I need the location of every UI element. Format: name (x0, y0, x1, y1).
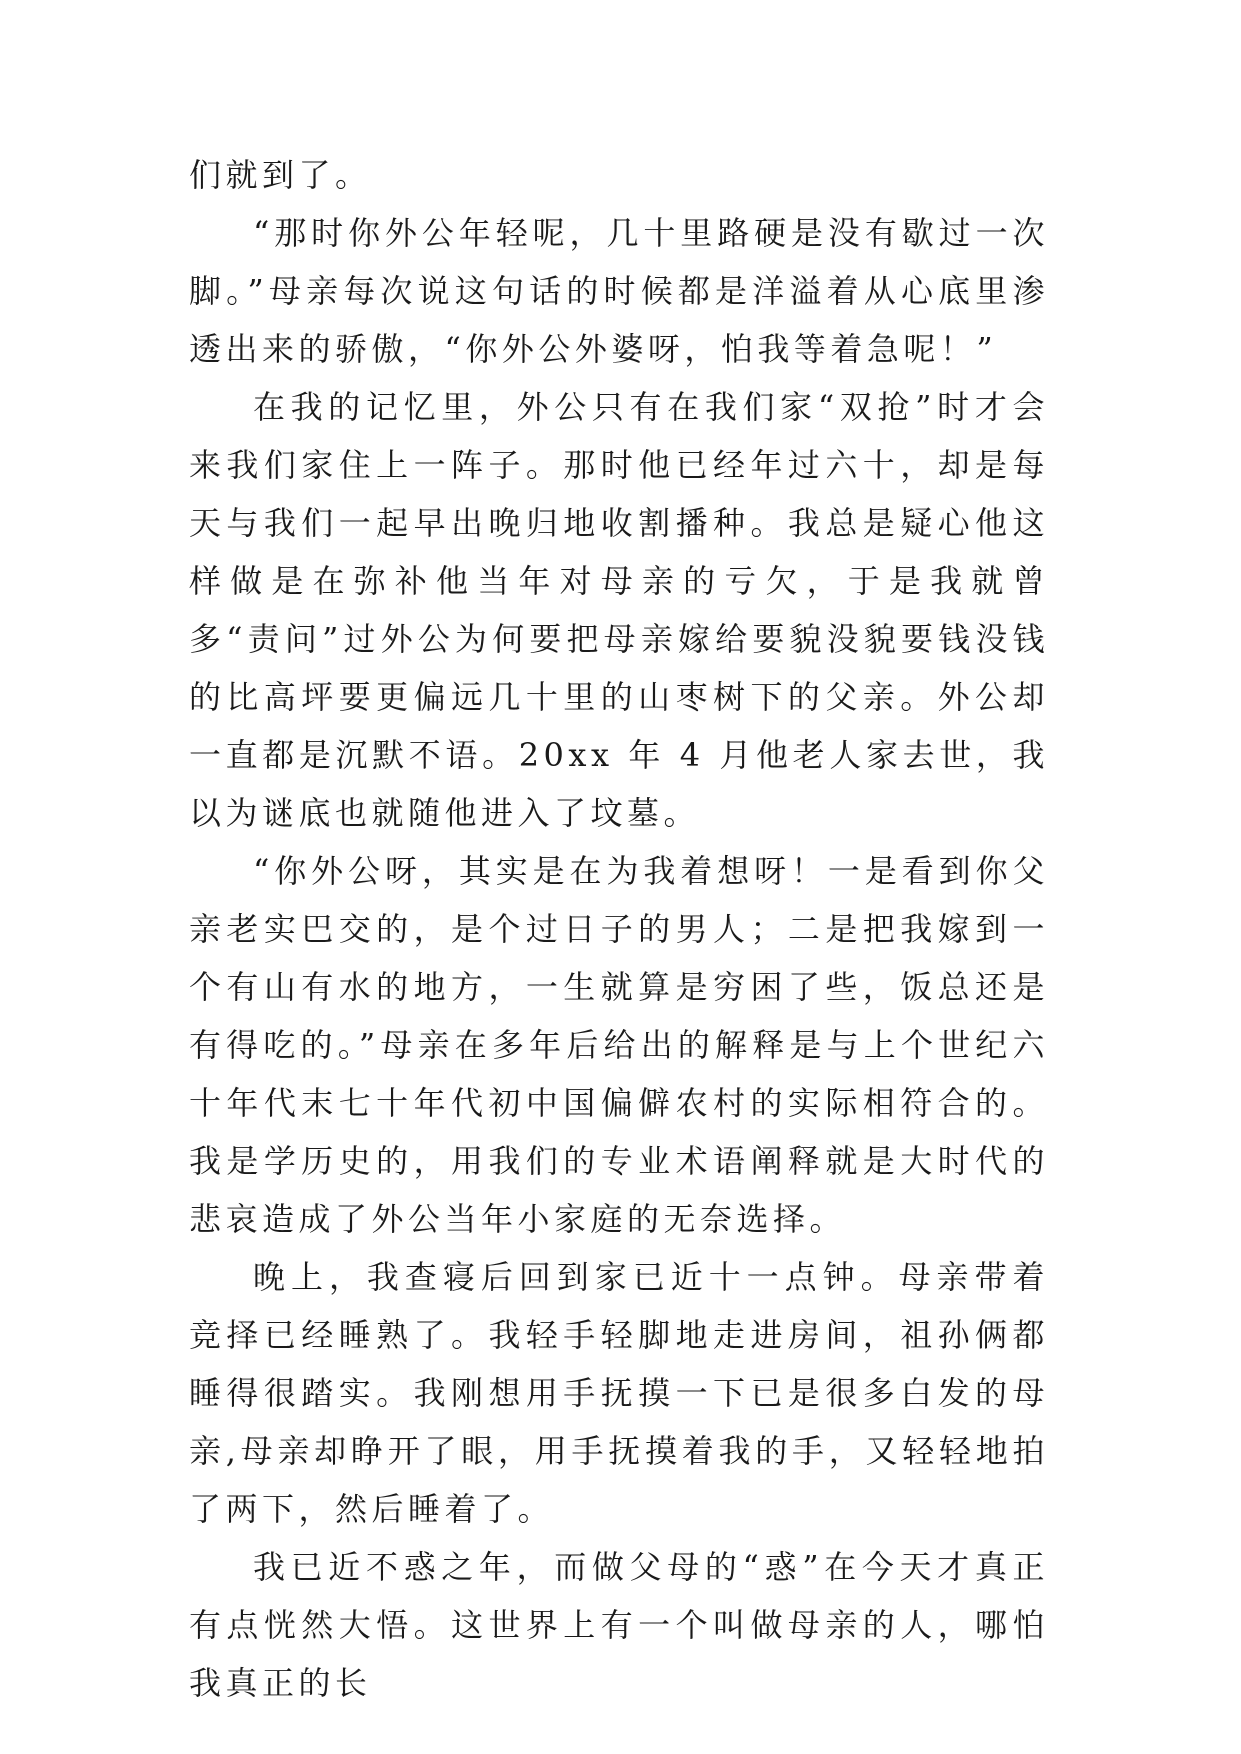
paragraph-reflection: 我已近不惑之年，而做父母的“惑”在今天才真正有点恍然大悟。这世界上有一个叫做母亲的人，哪怕我真正的长 (189, 1548, 1049, 1702)
document-body (189, 146, 1049, 1712)
paragraph-explanation: “你外公呀，其实是在为我着想呀！一是看到你父亲老实巴交的，是个过日子的男人；二是把我嫁到一个有山有水的地方，一生就算是穷困了些，饭总还是有得吃的。”母亲在多年后给出的解释是与上个世纪六十年代末七十年代初中国偏僻农村的实际相符合的。我是学历史的，用我们的专业术语阐释就是大时代的悲哀造成了外公当年小家庭的无奈选择。 (189, 852, 1049, 1238)
paragraph-quote-grandfather: “那时你外公年轻呢，几十里路硬是没有歇过一次脚。”母亲每次说这句话的时候都是洋溢着从心底里渗透出来的骄傲，“你外公外婆呀，怕我等着急呢！” (189, 214, 1049, 368)
paragraph-continuation: 们就到了。 (189, 156, 372, 194)
paragraph-evening: 晚上，我查寝后回到家已近十一点钟。母亲带着竞择已经睡熟了。我轻手轻脚地走进房间，祖孙俩都睡得很踏实。我刚想用手抚摸一下已是很多白发的母亲,母亲却睁开了眼，用手抚摸着我的手，又轻轻地拍了两下，然后睡着了。 (189, 1258, 1049, 1528)
paragraph-memory: 在我的记忆里，外公只有在我们家“双抢”时才会来我们家住上一阵子。那时他已经年过六十，却是每天与我们一起早出晚归地收割播种。我总是疑心他这样做是在弥补他当年对母亲的亏欠，于是我就曾多“责问”过外公为何要把母亲嫁给要貌没貌要钱没钱的比高坪要更偏远几十里的山枣树下的父亲。外公却一直都是沉默不语。20xx 年 4 月他老人家去世，我以为谜底也就随他进入了坟墓。 (189, 388, 1049, 832)
